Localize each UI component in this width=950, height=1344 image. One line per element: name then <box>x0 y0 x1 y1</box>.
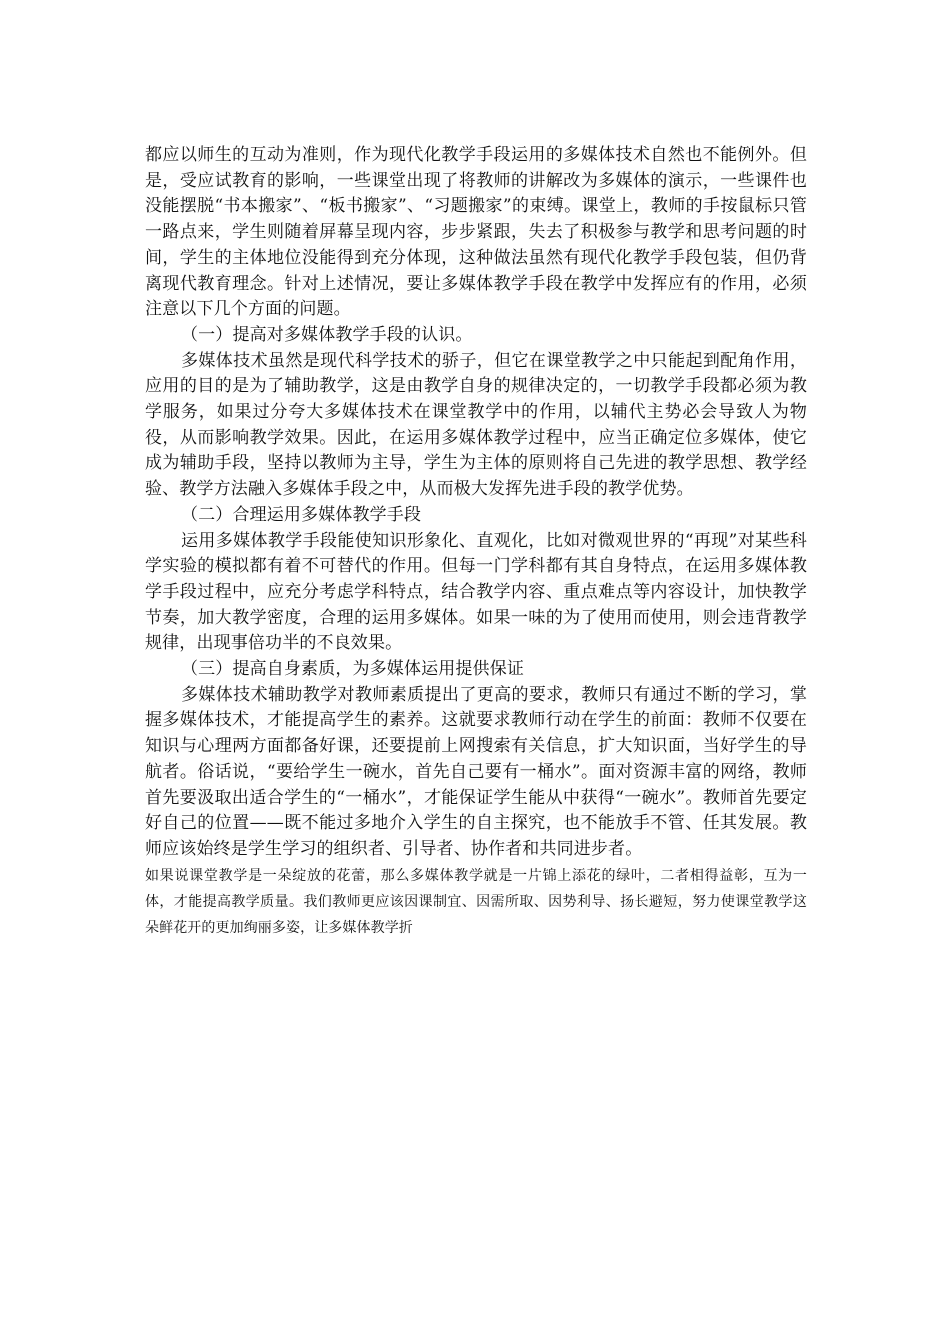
section-1-heading: （一）提高对多媒体教学手段的认识。 <box>181 324 473 345</box>
closing-paragraph: 如果说课堂教学是一朵绽放的花蕾，那么多媒体教学就是一片锦上添花的绿叶，二者相得益彰，互为一体，才能提高教学质量。我们教师更应该因课制宜、因需所取、因势利导、扬长避短，努力使课堂教学这朵鲜花开的更加绚丽多姿，让多媒体教学折 <box>145 867 807 936</box>
section-3-heading: （三）提高自身素质，为多媒体运用提供保证 <box>181 659 524 680</box>
document-body <box>145 143 807 941</box>
section-1-body: 多媒体技术虽然是现代科学技术的骄子，但它在课堂教学之中只能起到配角作用，应用的目的是为了辅助教学，这是由教学自身的规律决定的，一切教学手段都必须为教学服务，如果过分夸大多媒体技术在课堂教学中的作用，以辅代主势必会导致人为物役，从而影响教学效果。因此，在运用多媒体教学过程中，应当正确定位多媒体，使它成为辅助手段，坚持以教师为主导，学生为主体的原则将自己先进的教学思想、教学经验、教学方法融入多媒体手段之中，从而极大发挥先进手段的教学优势。 <box>145 350 807 500</box>
section-2-heading: （二）合理运用多媒体教学手段 <box>181 504 422 525</box>
section-2-body: 运用多媒体教学手段能使知识形象化、直观化，比如对微观世界的“再现”对某些科学实验的模拟都有着不可替代的作用。但每一门学科都有其自身特点，在运用多媒体教学手段过程中，应充分考虑学科特点，结合教学内容、重点难点等内容设计，加快教学节奏，加大教学密度，合理的运用多媒体。如果一味的为了使用而使用，则会违背教学规律，出现事倍功半的不良效果。 <box>145 530 807 654</box>
section-3-body: 多媒体技术辅助教学对教师素质提出了更高的要求，教师只有通过不断的学习，掌握多媒体技术，才能提高学生的素养。这就要求教师行动在学生的前面：教师不仅要在知识与心理两方面都备好课，还要提前上网搜索有关信息，扩大知识面，当好学生的导航者。俗话说，“要给学生一碗水，首先自己要有一桶水”。面对资源丰富的网络，教师首先要汲取出适合学生的“一桶水”，才能保证学生能从中获得“一碗水”。教师首先要定好自己的位置——既不能过多地介入学生的自主探究，也不能放手不管、任其发展。教师应该始终是学生学习的组织者、引导者、协作者和共同进步者。 <box>145 684 807 859</box>
intro-paragraph: 都应以师生的互动为准则，作为现代化教学手段运用的多媒体技术自然也不能例外。但是，受应试教育的影响，一些课堂出现了将教师的讲解改为多媒体的演示，一些课件也没能摆脱“书本搬家”、“板书搬家”、“习题搬家”的束缚。课堂上，教师的手按鼠标只管一路点来，学生则随着屏幕呈现内容，步步紧跟，失去了积极参与教学和思考问题的时间，学生的主体地位没能得到充分体现，这种做法虽然有现代化教学手段包装，但仍背离现代教育理念。针对上述情况，要让多媒体教学手段在教学中发挥应有的作用，必须注意以下几个方面的问题。 <box>145 145 807 320</box>
